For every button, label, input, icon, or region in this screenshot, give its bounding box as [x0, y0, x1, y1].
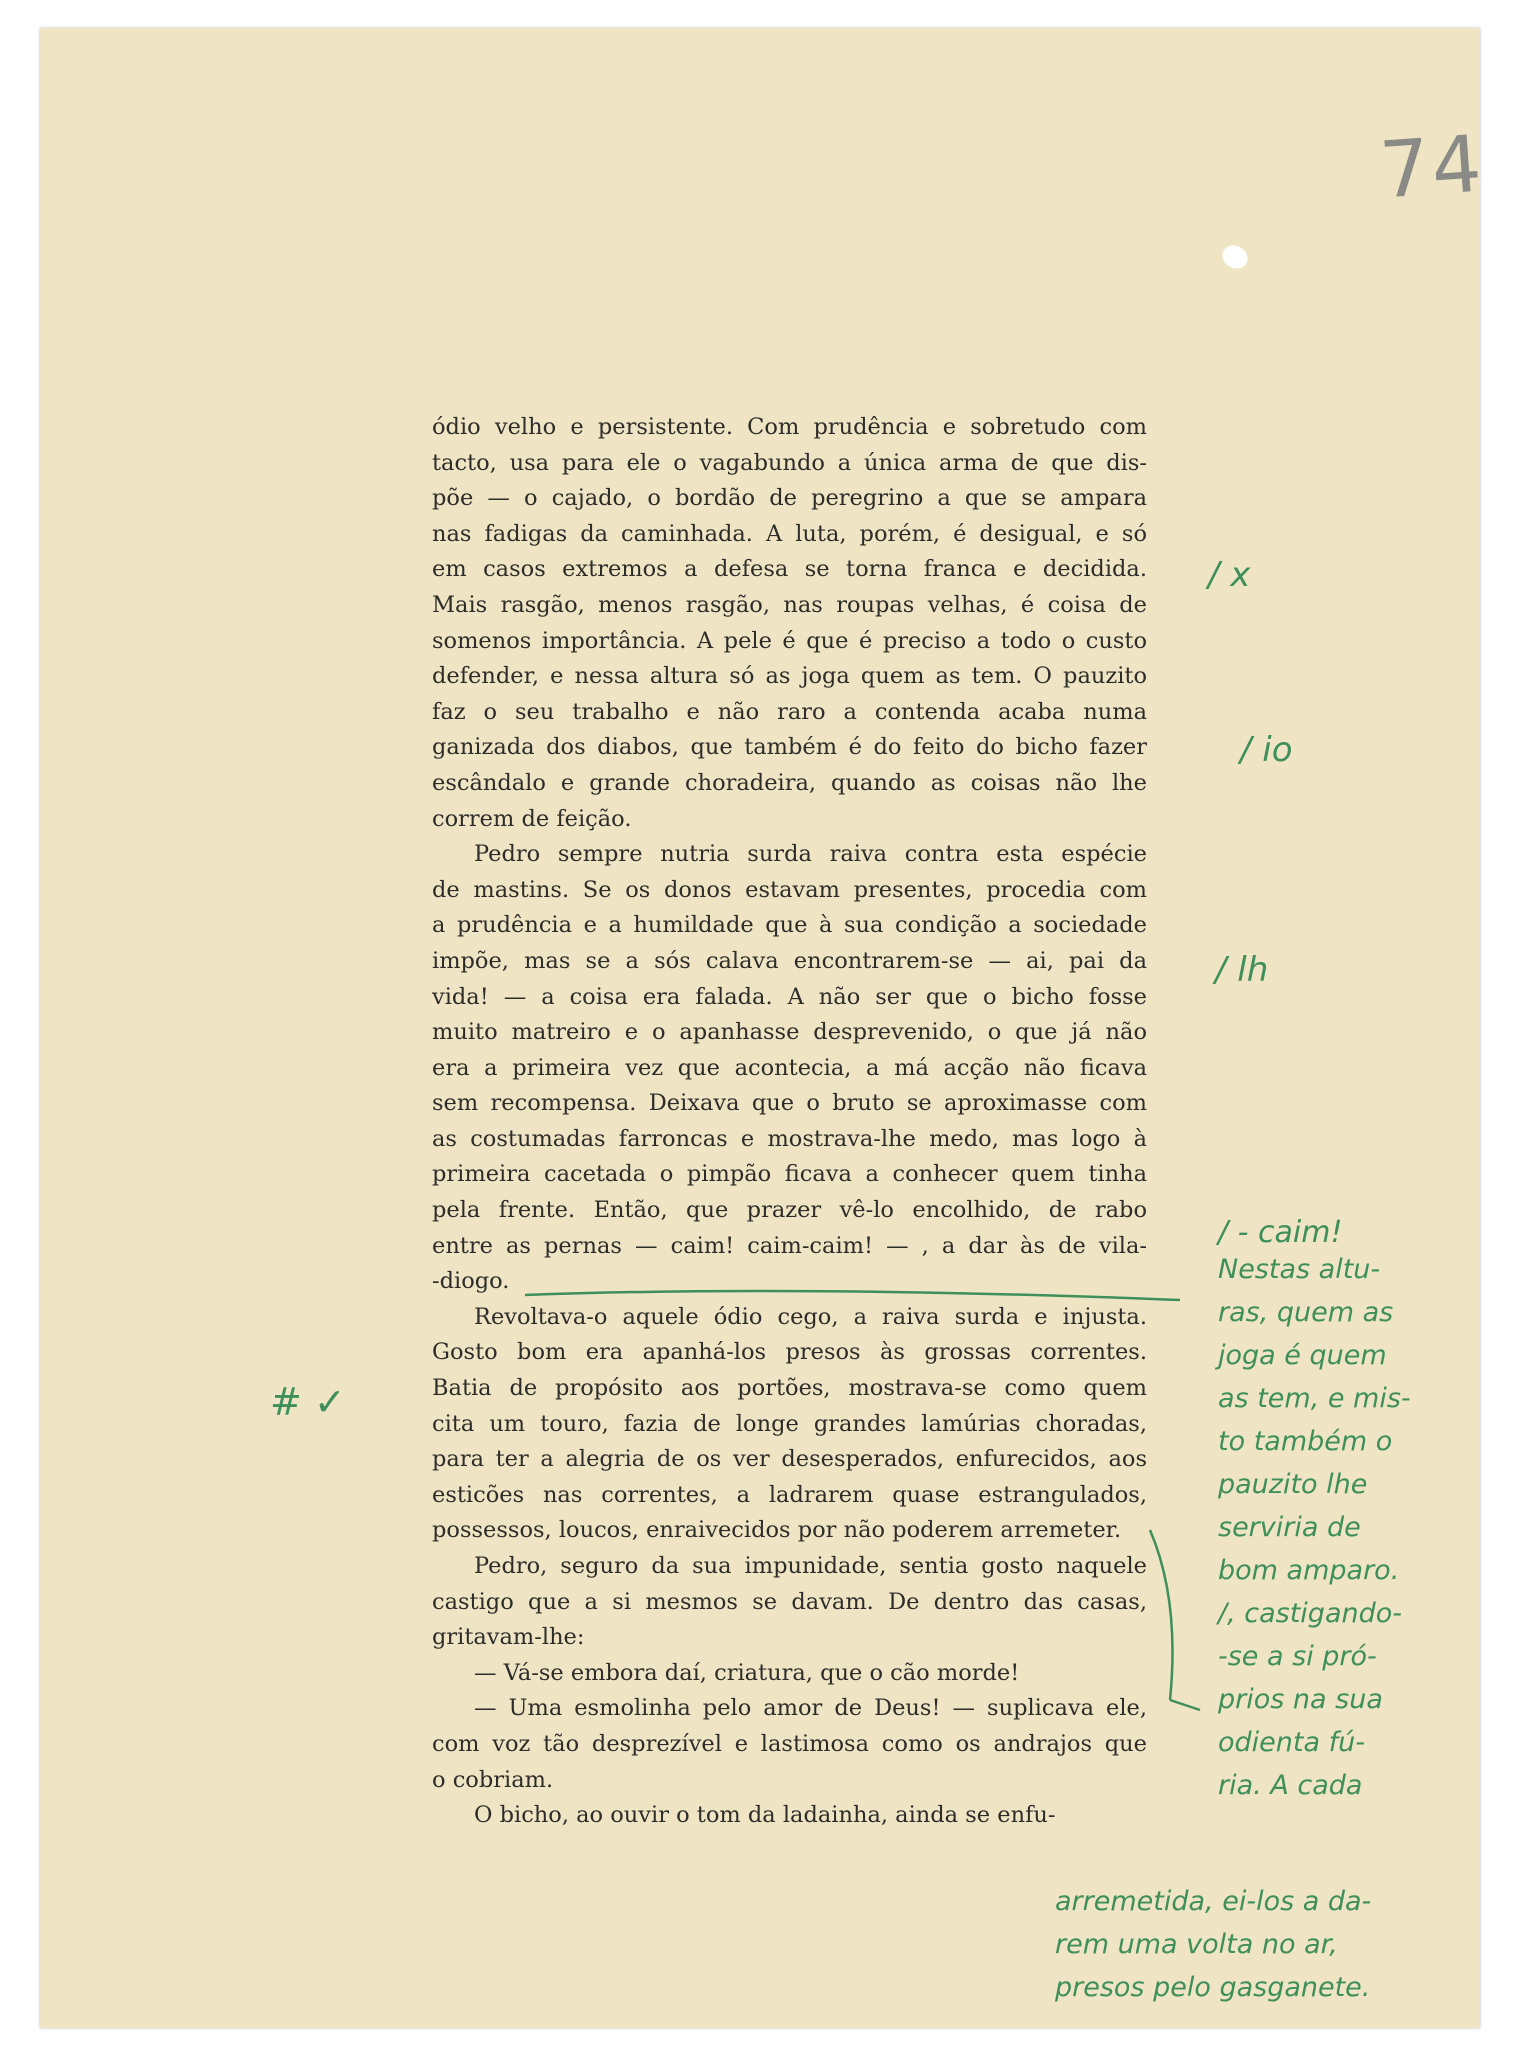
note-line: to também o: [1218, 1426, 1393, 1457]
text-line: impõe, mas se a sós calava encontrarem-se — ai, pai da: [432, 947, 1147, 974]
text-line: o cobriam.: [432, 1766, 554, 1793]
text-line: Mais rasgão, menos rasgão, nas roupas velhas, é coisa de: [432, 591, 1147, 618]
text-line: O bicho, ao ouvir o tom da ladainha, ainda se enfu-: [474, 1802, 1056, 1829]
note-line: presos pelo gasganete.: [1055, 1972, 1371, 2003]
text-line: Gosto bom era apanhá-los presos às grossas correntes.: [432, 1339, 1147, 1366]
note-line: prios na sua: [1218, 1684, 1383, 1715]
text-line: castigo que a si mesmos se davam. De dentro das casas,: [432, 1588, 1147, 1615]
note-line: bom amparo.: [1218, 1555, 1400, 1586]
margin-mark-2: / io: [1240, 730, 1293, 770]
text-line: para ter a alegria de os ver desesperados, enfurecidos, aos: [432, 1446, 1147, 1473]
text-line: Batia de propósito aos portões, mostrava-se como quem: [432, 1375, 1147, 1402]
text-line: escândalo e grande choradeira, quando as coisas não lhe: [432, 769, 1147, 796]
note-line: ras, quem as: [1218, 1297, 1394, 1328]
note-line: arremetida, ei-los a da-: [1055, 1886, 1372, 1917]
text-line: sem recompensa. Deixava que o bruto se aproximasse com: [432, 1090, 1147, 1117]
note-line: rem uma volta no ar,: [1055, 1929, 1338, 1960]
text-line: possessos, loucos, enraivecidos por não poderem arremeter.: [432, 1517, 1122, 1544]
note-line: Nestas altu-: [1218, 1254, 1381, 1285]
left-margin-mark: # ✓: [270, 1380, 346, 1424]
text-line: Revoltava-o aquele ódio cego, a raiva surda e injusta.: [474, 1303, 1147, 1330]
text-line: entre as pernas — caim! caim-caim! — , a dar às de vila-: [432, 1232, 1147, 1259]
text-line: a prudência e a humildade que à sua condição a sociedade: [432, 912, 1147, 939]
text-line: põe — o cajado, o bordão de peregrino a que se ampara: [432, 485, 1147, 512]
note-line: -se a si pró-: [1218, 1641, 1377, 1672]
text-line: ódio velho e persistente. Com prudência e sobretudo com: [432, 414, 1147, 440]
insertion-hook: [1170, 1700, 1200, 1710]
margin-mark-3: / lh: [1215, 950, 1269, 990]
text-line: ganizada dos diabos, que também é do feito do bicho fazer: [432, 734, 1147, 761]
text-line: em casos extremos a defesa se torna franca e decidida.: [432, 556, 1147, 583]
margin-mark-1: / x: [1208, 555, 1251, 595]
note-line: joga é quem: [1218, 1340, 1387, 1371]
text-line: com voz tão desprezível e lastimosa como os andrajos que: [432, 1730, 1147, 1757]
text-line: primeira cacetada o pimpão ficava a conhecer quem tinha: [432, 1161, 1147, 1188]
text-line: esticões nas correntes, a ladrarem quase estrangulados,: [432, 1481, 1147, 1508]
note-line: ria. A cada: [1218, 1770, 1363, 1801]
text-line: era a primeira vez que acontecia, a má acção não ficava: [432, 1054, 1147, 1081]
margin-mark-4: / - caim!: [1218, 1215, 1343, 1250]
text-line: de mastins. Se os donos estavam presentes, procedia com: [432, 876, 1147, 903]
text-line: vida! — a coisa era falada. A não ser que o bicho fosse: [432, 983, 1147, 1010]
note-line: serviria de: [1218, 1512, 1361, 1543]
note-line: odienta fú-: [1218, 1727, 1365, 1758]
text-line: faz o seu trabalho e não raro a contenda acaba numa: [432, 698, 1147, 725]
note-line: as tem, e mis-: [1218, 1383, 1411, 1414]
text-line: cita um touro, fazia de longe grandes lamúrias choradas,: [432, 1410, 1147, 1437]
text-line: -diogo.: [432, 1268, 510, 1295]
text-line: tacto, usa para ele o vagabundo a única arma de que dis-: [432, 449, 1147, 476]
note-line: /, castigando-: [1218, 1598, 1403, 1629]
text-line: Pedro, seguro da sua impunidade, sentia gosto naquele: [474, 1553, 1147, 1579]
text-line: somenos importância. A pele é que é preciso a todo o custo: [432, 627, 1147, 654]
insertion-bracket: [1150, 1530, 1173, 1700]
text-line: gritavam-lhe:: [432, 1624, 585, 1651]
note-line: pauzito lhe: [1218, 1469, 1368, 1500]
text-line: muito matreiro e o apanhasse desprevenido, o que já não: [432, 1019, 1147, 1046]
text-line: correm de feição.: [432, 805, 632, 832]
text-line: — Vá-se embora daí, criatura, que o cão morde!: [474, 1659, 1020, 1686]
text-line: — Uma esmolinha pelo amor de Deus! — suplicava ele,: [474, 1695, 1147, 1722]
page-number: 74: [1376, 119, 1487, 217]
text-line: pela frente. Então, que prazer vê-lo encolhido, de rabo: [432, 1197, 1147, 1224]
text-line: Pedro sempre nutria surda raiva contra esta espécie: [474, 841, 1147, 868]
insertion-line: [525, 1291, 1180, 1300]
text-line: nas fadigas da caminhada. A luta, porém, é desigual, e só: [432, 520, 1147, 547]
text-line: as costumadas farroncas e mostrava-lhe medo, mas logo à: [432, 1125, 1147, 1152]
text-line: defender, e nessa altura só as joga quem as tem. O pauzito: [432, 663, 1147, 690]
